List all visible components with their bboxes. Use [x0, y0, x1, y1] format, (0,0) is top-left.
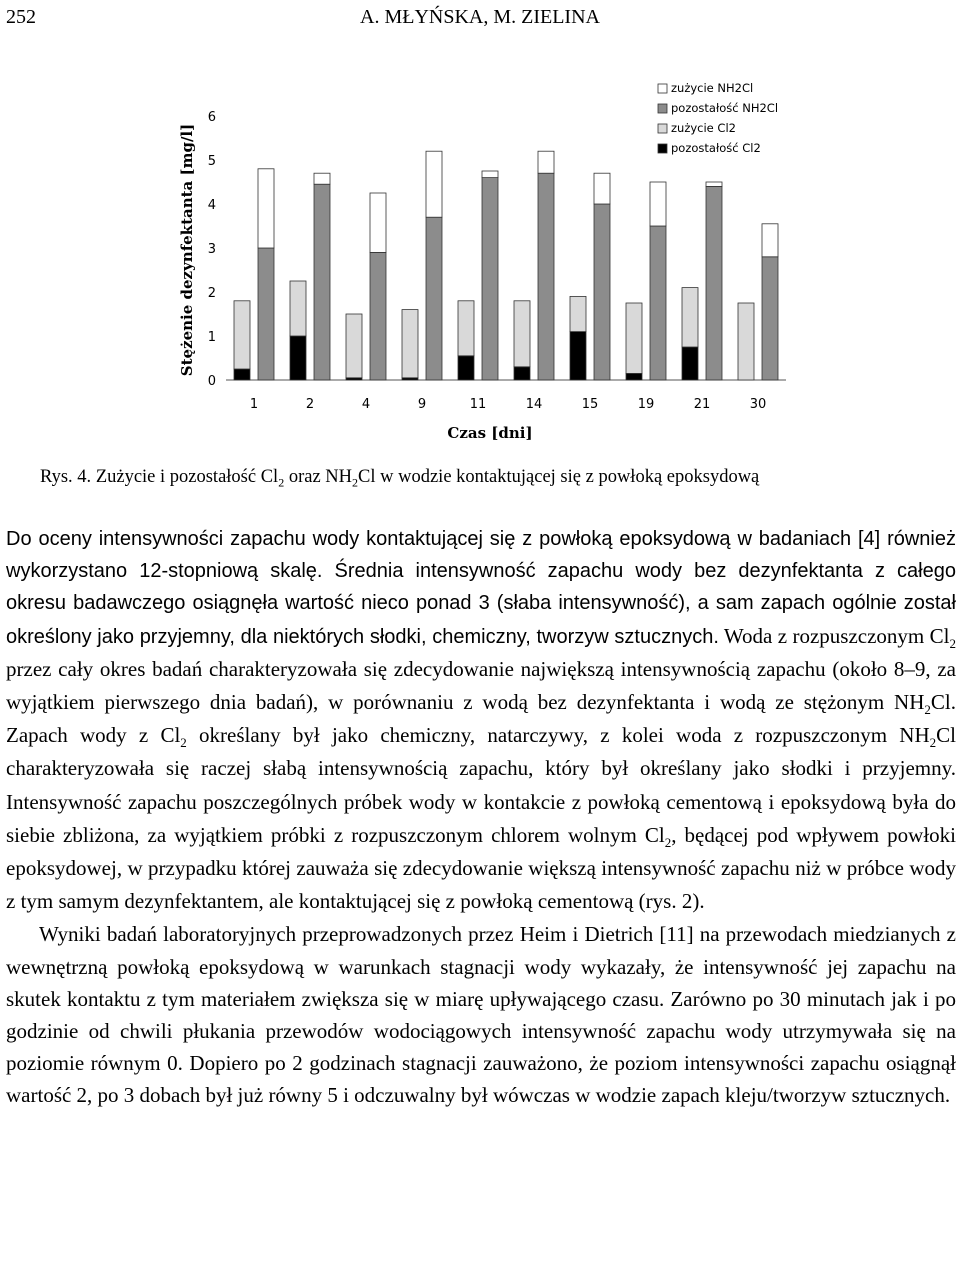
- bar-zuzycie-cl2: [402, 310, 418, 378]
- legend-swatch: [658, 144, 667, 153]
- x-tick-label: 4: [361, 397, 371, 412]
- bar-zuzycie-nh2cl: [426, 151, 442, 217]
- page-header: [6, 6, 954, 36]
- legend-swatch: [658, 84, 667, 93]
- bar-pozostalosc-nh2cl: [594, 204, 610, 380]
- y-axis-label: Stężenie dezynfektanta [mg/l]: [178, 123, 196, 377]
- legend-swatch: [658, 124, 667, 133]
- bar-zuzycie-nh2cl: [258, 169, 274, 248]
- y-tick-label: 6: [207, 110, 216, 125]
- y-tick-label: 0: [207, 374, 216, 389]
- bar-pozostalosc-cl2: [682, 347, 698, 380]
- bar-zuzycie-nh2cl: [314, 173, 330, 184]
- stacked-bar-chart: [170, 80, 810, 450]
- paragraph-2: Wyniki badań laboratoryjnych przeprowadzonych przez Heim i Dietrich [11] na przewodach miedzianych z wewnętrzną powłoką epoksydową w warunkach stagnacji wody wykazały, że intensywność jej zapachu na skutek kontaktu z tym materiałem zwiększa się w miarę upływającego czasu. Zarówno po 30 minutach jak i po godzinie od chwili płukania przewodów wodociągowych intensywność zapachu wody utrzymywała się na poziomie równym 0. Dopiero po 2 godzinach stagnacji zauważono, że poziom intensywności zapachu osiągnął wartość 2, po 3 dobach był już równy 5 i odczuwalny był wówczas w wodzie zapach kleju/tworzyw sztucznych.: [6, 922, 956, 1108]
- bar-zuzycie-cl2: [626, 303, 642, 373]
- bar-pozostalosc-nh2cl: [706, 186, 722, 380]
- caption-label: Rys. 4.: [40, 467, 92, 487]
- running-header-authors: A. MŁYŃSKA, M. ZIELINA: [360, 6, 600, 28]
- bar-pozostalosc-nh2cl: [370, 252, 386, 380]
- bar-zuzycie-cl2: [738, 303, 754, 380]
- y-tick-label: 2: [207, 286, 216, 301]
- bar-pozostalosc-nh2cl: [482, 178, 498, 380]
- y-tick-label: 5: [207, 154, 216, 169]
- bar-pozostalosc-cl2: [626, 373, 642, 380]
- bar-zuzycie-cl2: [346, 314, 362, 378]
- bar-pozostalosc-nh2cl: [258, 248, 274, 380]
- x-tick-label: 15: [581, 397, 599, 412]
- paragraph-1-sans-part: Do oceny intensywności zapachu wody kontaktującej się z powłoką epoksydową w badaniach [4] również wykorzystano 12-stopniową skalę. Średnia intensywność zapachu wody bez dezynfektanta z całego okresu badawczego osiągnęła wartość nieco ponad 3 (słaba intensywność), a sam zapach ogólnie został określony jako przyjemny, dla niektórych słodki, chemiczny, tworzyw sztucznych.: [6, 528, 956, 648]
- legend-item: zużycie Cl2: [671, 121, 736, 135]
- bar-pozostalosc-cl2: [570, 332, 586, 380]
- bar-pozostalosc-cl2: [290, 336, 306, 380]
- bar-pozostalosc-nh2cl: [426, 217, 442, 380]
- bar-zuzycie-nh2cl: [650, 182, 666, 226]
- y-tick-label: 4: [207, 198, 216, 213]
- bar-pozostalosc-cl2: [234, 369, 250, 380]
- bar-pozostalosc-cl2: [514, 367, 530, 380]
- x-tick-label: 2: [305, 397, 315, 412]
- figure-caption: [40, 467, 940, 488]
- bar-zuzycie-nh2cl: [594, 173, 610, 204]
- caption-text: Zużycie i pozostałość $Cl_2$ oraz $NH_2Cl$ w wodzie kontaktującej się z powłoką epoksydową: [95, 467, 760, 490]
- legend-swatch: [658, 104, 667, 113]
- legend-item: pozostałość NH2Cl: [671, 101, 779, 115]
- bar-zuzycie-nh2cl: [370, 193, 386, 252]
- paragraph-1-serif-part: Woda z rozpuszczonym $Cl_2$ przez cały okres badań charakteryzowała się zdecydowanie największą intensywnością zapachu (około 8–9, za wyjątkiem pierwszego dnia badań), w porównaniu z wodą bez dezynfektanta i wodą ze stężonym $NH_2Cl$. Zapach wody z $Cl_2$ określany był jako chemiczny, natarczywy, z kolei woda z rozpuszczonym $NH_2Cl$ charakteryzowała się raczej słabą intensywnością zapachu, który był określany jako słodki i przyjemny. Intensywność zapachu poszczególnych próbek wody w kontakcie z powłoką cementową i epoksydową była do siebie zbliżona, za wyjątkiem próbki z rozpuszczonym chlorem wolnym $Cl_2$, będącej pod wpływem powłoki epoksydowej, w przypadku której zauważa się zdecydowanie większą intensywność zapachu niż w próbce wody z tym samym dezynfektantem, ale kontaktującej się z powłoką cementową (rys. 2).: [6, 623, 957, 914]
- x-axis-label: Czas [dni]: [447, 424, 533, 442]
- x-tick-label: 11: [469, 397, 487, 412]
- x-tick-label: 1: [249, 397, 259, 412]
- bar-zuzycie-cl2: [514, 301, 530, 367]
- bar-zuzycie-nh2cl: [482, 171, 498, 178]
- body-text: [6, 523, 956, 1112]
- y-tick-label: 3: [207, 242, 216, 257]
- bar-zuzycie-cl2: [682, 288, 698, 347]
- legend-item: pozostałość Cl2: [671, 141, 761, 155]
- y-tick-label: 1: [207, 330, 216, 345]
- x-tick-label: 30: [749, 397, 767, 412]
- x-tick-label: 14: [525, 397, 543, 412]
- bar-zuzycie-cl2: [570, 296, 586, 331]
- paragraph-1: [6, 523, 956, 918]
- bar-zuzycie-nh2cl: [538, 151, 554, 173]
- bar-zuzycie-cl2: [290, 281, 306, 336]
- x-tick-label: 21: [693, 397, 711, 412]
- bar-zuzycie-nh2cl: [706, 182, 722, 186]
- legend-item: zużycie NH2Cl: [671, 81, 754, 95]
- page-number: 252: [6, 6, 36, 28]
- bar-pozostalosc-nh2cl: [762, 257, 778, 380]
- bar-pozostalosc-nh2cl: [314, 184, 330, 380]
- x-tick-label: 9: [417, 397, 427, 412]
- bar-pozostalosc-nh2cl: [538, 173, 554, 380]
- x-tick-label: 19: [637, 397, 655, 412]
- bar-zuzycie-cl2: [458, 301, 474, 356]
- bar-pozostalosc-cl2: [458, 356, 474, 380]
- bar-zuzycie-nh2cl: [762, 224, 778, 257]
- bar-zuzycie-cl2: [234, 301, 250, 369]
- bar-pozostalosc-nh2cl: [650, 226, 666, 380]
